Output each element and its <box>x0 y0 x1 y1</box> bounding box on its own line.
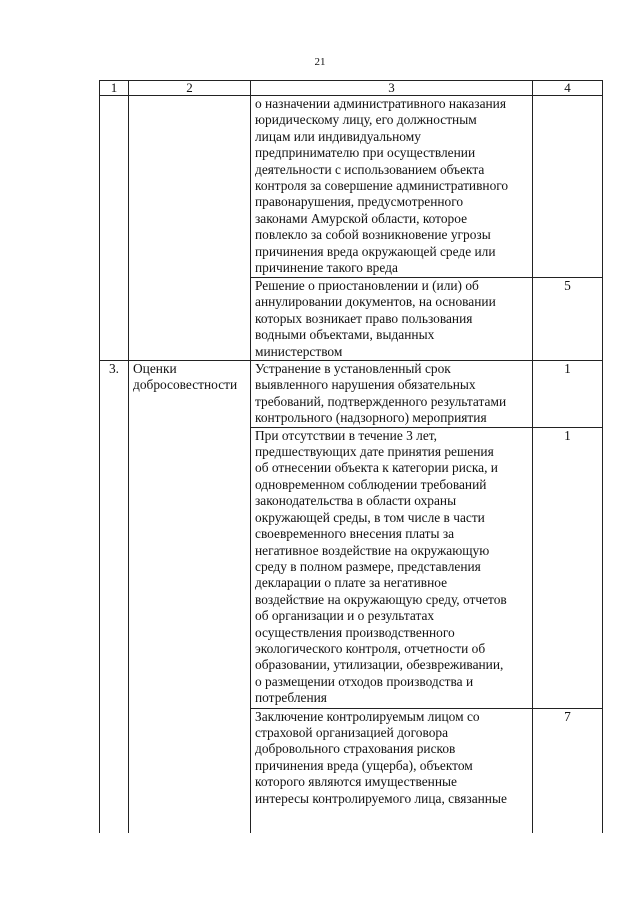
criterion-text: Устранение в установленный срок выявленного нарушения обязательных требований, подтвержденного результатами контрольного (надзорного) мероприятия <box>251 361 533 428</box>
score-cell <box>533 96 603 278</box>
table-row <box>100 96 603 278</box>
criterion-text: При отсутствии в течение 3 лет, предшествующих дате принятия решения об отнесении объекта к категории риска, и одновременном соблюдении требований законодательства в области охраны окружающей среды, в том числе в части своевременного внесения платы за негативное воздействие на окружающую среду в полном размере, представления декларации о плате за негативное воздействие на окружающую среду, отчетов об организации и о результатах осуществления производственного экологического контроля, отчетности об образовании, утилизации, обезвреживании, о размещении отходов производства и потребления <box>251 427 533 708</box>
score-cell: 1 <box>533 427 603 708</box>
criteria-table <box>99 80 603 833</box>
column-header-2: 2 <box>129 81 251 96</box>
column-header-3: 3 <box>251 81 533 96</box>
table-header-row <box>100 81 603 96</box>
category-cell <box>129 96 251 361</box>
section-number: 3. <box>100 361 129 833</box>
section-title: Оценки добросовестности <box>129 361 251 833</box>
column-header-1: 1 <box>100 81 129 96</box>
row-number-cell <box>100 96 129 361</box>
score-cell: 5 <box>533 278 603 361</box>
table-row <box>100 361 603 428</box>
column-header-4: 4 <box>533 81 603 96</box>
score-cell: 7 <box>533 708 603 833</box>
criterion-text: о назначении административного наказания юридическому лицу, его должностным лицам или индивидуальному предпринимателю при осуществлении деятельности с использованием объекта контроля за совершение административного правонарушения, предусмотренного законами Амурской области, которое повлекло за собой возникновение угрозы причинения вреда окружающей среде или причинение такого вреда <box>251 96 533 278</box>
score-cell: 1 <box>533 361 603 428</box>
criterion-text: Решение о приостановлении и (или) об аннулировании документов, на основании которых возникает право пользования водными объектами, выданных министерством <box>251 278 533 361</box>
criterion-text: Заключение контролируемым лицом со страховой организацией договора добровольного страхования рисков причинения вреда (ущерба), объектом которого являются имущественные интересы контролируемого лица, связанные <box>251 708 533 833</box>
page-number: 21 <box>314 56 326 68</box>
